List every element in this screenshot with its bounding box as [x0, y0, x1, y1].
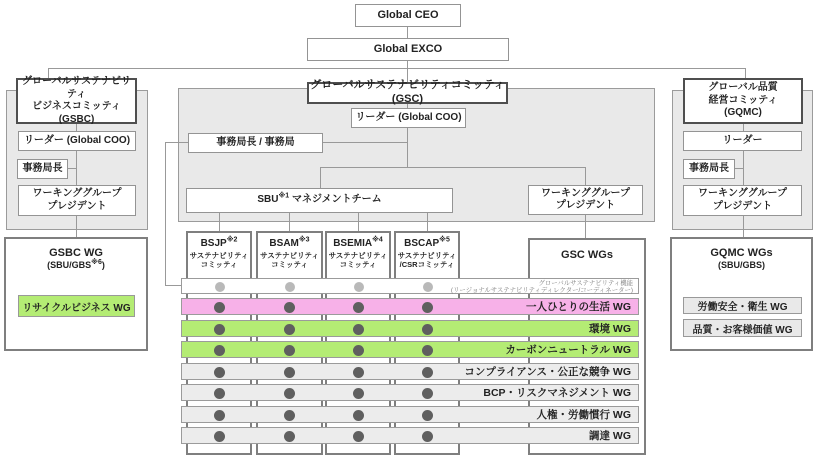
member-dot — [285, 282, 295, 292]
matrix-row-wg — [181, 406, 639, 423]
member-dot — [284, 324, 295, 335]
member-dot — [214, 345, 225, 356]
member-dot — [422, 302, 433, 313]
bsjp-label: BSJP — [200, 238, 227, 249]
gqmc-wg-president-line1: ワーキンググループ — [698, 188, 787, 199]
caption-line1: グローバルサステナビリティ機能 — [538, 280, 633, 287]
matrix-row-wg — [181, 341, 639, 358]
wg-row-label: 調達 WG — [589, 430, 631, 442]
gsc-header — [307, 79, 508, 105]
matrix-row-wg — [181, 363, 639, 380]
gsbc-secretariat-label: 事務局長 — [22, 162, 63, 174]
gqmc-leader-box — [683, 131, 802, 151]
member-dot — [214, 324, 225, 335]
member-dot — [214, 410, 225, 421]
connector — [407, 27, 408, 38]
connector — [585, 167, 586, 185]
bsemia-line2: サステナビリティ — [328, 250, 388, 260]
gsbc-wgs-subtitle-pre: (SBU/GBS — [47, 260, 92, 271]
member-dot — [214, 302, 225, 313]
bsemia-label: BSEMIA — [333, 238, 373, 249]
bscap-line2: サステナビリティ — [397, 250, 457, 260]
gsbc-title-line3: (GSBC) — [58, 113, 95, 125]
gqmc-wg-president-box — [683, 185, 802, 216]
connector — [743, 124, 744, 131]
bscap-sup: ※5 — [439, 236, 450, 244]
bsjp-sup: ※2 — [226, 236, 238, 244]
gsbc-title-line1: グローバルサステナビリティ — [22, 76, 131, 100]
connector — [745, 68, 746, 78]
gsbc-secretariat-box — [17, 159, 68, 179]
connector — [320, 167, 321, 188]
bsjp-line3: コミッティ — [200, 260, 238, 270]
member-dot — [215, 282, 225, 292]
labor-safety-wg-label: 労働安全・衛生 WG — [697, 302, 788, 313]
member-dot — [353, 388, 364, 399]
gsc-wg-president-box — [528, 185, 643, 215]
gsbc-wgs-subtitle-post: ) — [101, 260, 105, 271]
gsbc-leader-label: リーダー (Global COO) — [23, 134, 131, 146]
wg-row-label: 環境 WG — [589, 323, 631, 335]
wg-row-label: 一人ひとりの生活 WG — [526, 301, 631, 313]
recycle-business-wg-box — [18, 295, 135, 317]
member-dot — [422, 324, 433, 335]
connector — [68, 168, 76, 169]
connector — [735, 168, 743, 169]
sbu-team-pre: SBU — [257, 194, 279, 206]
gqmc-wg-president-line2: プレジデント — [712, 200, 773, 212]
connector — [76, 151, 77, 185]
bscap-label: BSCAP — [404, 238, 440, 249]
connector — [585, 215, 586, 238]
member-dot — [353, 431, 364, 442]
bsjp-line2: サステナビリティ — [189, 250, 249, 260]
global-exco-box — [307, 38, 509, 61]
member-dot — [422, 410, 433, 421]
sbu-team-post: マネジメントチーム — [289, 194, 382, 206]
member-dot — [214, 431, 225, 442]
wg-row-label: カーボンニュートラル WG — [505, 344, 631, 356]
wg-row-label: 人権・労働慣行 WG — [536, 409, 631, 421]
member-dot — [423, 282, 433, 292]
connector — [743, 151, 744, 185]
member-dot — [353, 410, 364, 421]
member-dot — [353, 324, 364, 335]
connector — [427, 213, 428, 231]
sbu-management-team-label — [257, 194, 381, 207]
bsam-line3: コミッティ — [271, 260, 308, 270]
member-dot — [284, 302, 295, 313]
member-dot — [353, 345, 364, 356]
global-exco-label: Global EXCO — [373, 42, 443, 55]
gsc-leader-label: リーダー (Global COO) — [355, 111, 462, 123]
gqmc-secretariat-label: 事務局長 — [689, 162, 729, 174]
bscap-name — [404, 238, 450, 251]
connector — [323, 142, 407, 143]
member-dot — [422, 431, 433, 442]
gsc-wg-president-line2: プレジデント — [555, 200, 616, 211]
connector — [165, 285, 181, 286]
gsbc-wgs-title: GSBC WG — [49, 247, 103, 259]
gqmc-title-line3: (GQMC) — [724, 107, 762, 119]
member-dot — [354, 282, 364, 292]
matrix-row-wg — [181, 320, 639, 337]
gqmc-title-line1: グローバル品質 — [708, 82, 778, 94]
connector — [743, 216, 744, 237]
gsc-secretariat-box — [188, 133, 323, 153]
bsemia-line3: コミッティ — [339, 260, 377, 270]
gqmc-header — [683, 78, 803, 124]
gsbc-wg-president-line2: プレジデント — [47, 200, 107, 212]
member-dot — [284, 388, 295, 399]
member-dot — [284, 431, 295, 442]
matrix-row-wg — [181, 427, 639, 444]
gqmc-secretariat-box — [683, 159, 735, 179]
member-dot — [284, 367, 295, 378]
global-ceo-box — [355, 4, 461, 27]
gqmc-wgs-subtitle: (SBU/GBS) — [718, 260, 765, 271]
gsc-wg-president-line1: ワーキンググループ — [541, 187, 630, 199]
connector — [48, 68, 746, 69]
gsbc-wgs-box — [4, 237, 148, 351]
bscap-line3: /CSRコミッティ — [399, 260, 455, 270]
labor-safety-wg-box — [683, 297, 802, 314]
sbu-team-sup: ※1 — [278, 192, 290, 200]
gqmc-wgs-title: GQMC WGs — [710, 247, 773, 259]
sbu-management-team-box — [186, 188, 453, 213]
bsemia-sup: ※4 — [372, 236, 383, 244]
gsc-wgs-title: GSC WGs — [561, 249, 613, 261]
member-dot — [353, 367, 364, 378]
gsbc-wg-president-line1: ワーキンググループ — [32, 188, 122, 199]
matrix-row-wg — [181, 384, 639, 401]
gqmc-leader-label: リーダー — [722, 134, 763, 146]
gsc-secretariat-label: 事務局長 / 事務局 — [216, 136, 295, 148]
global-ceo-label: Global CEO — [377, 8, 439, 21]
member-dot — [422, 367, 433, 378]
gsc-leader-box — [351, 108, 466, 128]
sustainability-function-caption — [451, 280, 633, 294]
gsbc-wg-president-box — [18, 185, 136, 216]
quality-customer-value-wg-label: 品質・お客様価値 WG — [692, 324, 793, 336]
connector — [289, 213, 290, 231]
bsam-line2: サステナビリティ — [260, 250, 319, 260]
matrix-row-wg — [181, 298, 639, 315]
connector — [76, 216, 77, 237]
member-dot — [422, 345, 433, 356]
gsbc-header — [16, 78, 137, 124]
caption-line2: (リージョナルサステナビリティディレクター/コーディネーター) — [450, 287, 633, 295]
member-dot — [284, 410, 295, 421]
member-dot — [214, 388, 225, 399]
bsemia-name — [333, 238, 383, 251]
member-dot — [353, 302, 364, 313]
quality-customer-value-wg-box — [683, 319, 802, 337]
connector — [165, 142, 166, 286]
bsam-name — [269, 238, 309, 251]
gsc-title: グローバルサステナビリティコミッティ (GSC) — [310, 79, 505, 105]
connector — [407, 128, 408, 167]
matrix-row-function — [181, 278, 639, 294]
connector — [219, 213, 220, 231]
member-dot — [284, 345, 295, 356]
member-dot — [422, 388, 433, 399]
gsbc-title-line2: ビジネスコミッティ — [32, 101, 121, 112]
gsbc-leader-box — [18, 131, 136, 151]
wg-row-label: BCP・リスクマネジメント WG — [483, 387, 631, 399]
bsam-label: BSAM — [269, 238, 299, 249]
bsam-sup: ※3 — [298, 236, 310, 244]
wg-row-label: コンプライアンス・公正な競争 WG — [464, 366, 631, 378]
member-dot — [214, 367, 225, 378]
gqmc-title-line2: 経営コミッティ — [708, 94, 778, 106]
gsbc-wgs-subtitle — [47, 260, 105, 271]
connector — [165, 142, 188, 143]
recycle-business-wg-label: リサイクルビジネス WG — [22, 302, 131, 314]
connector — [320, 167, 585, 168]
gsbc-wgs-subtitle-sup: ※6 — [91, 259, 102, 267]
bsjp-name — [201, 238, 238, 251]
connector — [358, 213, 359, 231]
